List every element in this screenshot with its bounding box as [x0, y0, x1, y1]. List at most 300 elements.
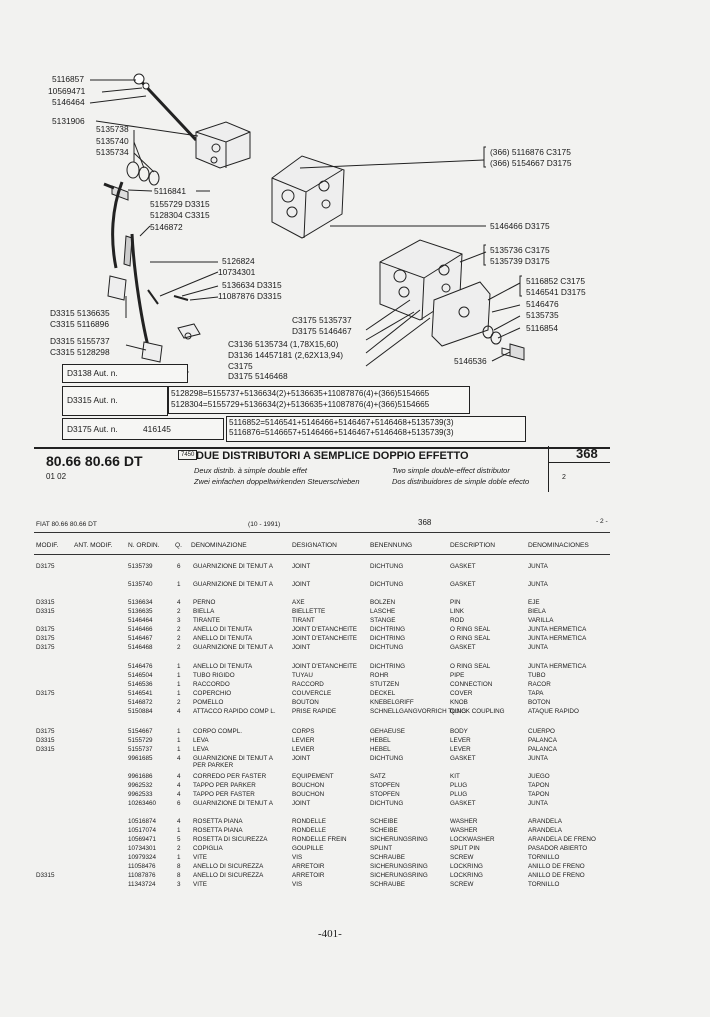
formula-box [226, 416, 526, 442]
description-cell: KIT [450, 773, 460, 780]
part-label: 5146466 D3175 [490, 221, 550, 231]
part-label: 11087876 D3315 [218, 291, 282, 301]
formula-line: 5128298=5155737+5136634(2)+5136635+11087876(4)+(366)5154665 [171, 389, 430, 398]
description-cell: O RING SEAL [450, 626, 491, 633]
benennung-cell: STOPFEN [370, 782, 400, 789]
denominazione-cell: VITE [193, 881, 207, 888]
part-label: 5135738 [96, 124, 129, 134]
model-name: 80.66 80.66 DT [46, 453, 143, 469]
part-label: 5146872 [150, 222, 183, 232]
description-cell: GASKET [450, 644, 476, 651]
part-label: 5135736 C3175 [490, 245, 550, 255]
designation-cell: GOUPILLE [292, 845, 324, 852]
designation-cell: JOINT [292, 581, 311, 588]
quantity-cell: 8 [177, 872, 181, 879]
part-number-cell: 10263460 [128, 800, 157, 807]
table-rule [34, 532, 610, 533]
part-label: 5116854 [526, 323, 558, 333]
part-label: 5116857 [52, 74, 84, 84]
part-label: D3315 5136635 [50, 308, 110, 318]
part-number-cell: 5146467 [128, 635, 153, 642]
part-label: 5116852 C3175 [526, 276, 585, 286]
quantity-cell: 4 [177, 708, 181, 715]
modif-cell: D3315 [36, 872, 55, 879]
quantity-cell: 1 [177, 746, 181, 753]
part-label: D3136 14457181 (2,62X13,94) [228, 350, 344, 360]
denominazione-cell: ATTACCO RAPIDO COMP L. [193, 708, 276, 715]
part-number-cell: 5146504 [128, 672, 153, 679]
modif-cell: D3175 [36, 563, 55, 570]
part-number-cell: 5146468 [128, 644, 153, 651]
col-q: Q. [175, 542, 182, 549]
description-cell: WASHER [450, 818, 478, 825]
quantity-cell: 2 [177, 608, 181, 615]
part-number-cell: 5146536 [128, 681, 153, 688]
title-en: Two simple double-effect distributor [392, 466, 510, 475]
denominacion-cell: EJE [528, 599, 540, 606]
benennung-cell: BOLZEN [370, 599, 396, 606]
description-cell: O RING SEAL [450, 635, 491, 642]
benennung-cell: SICHERUNGSRING [370, 863, 428, 870]
denominacion-cell: JUNTA [528, 563, 548, 570]
formula-line: 5116876=5146657+5146466+5146467+5146468+5135739(3) [229, 428, 454, 437]
part-number-cell: 5146872 [128, 699, 153, 706]
description-cell: LOCKRING [450, 863, 483, 870]
denominacion-cell: TUBO [528, 672, 546, 679]
part-label: 5128304 C3315 [150, 210, 210, 220]
table-row [0, 581, 710, 599]
description-cell: LOCKWASHER [450, 836, 495, 843]
part-number-cell: 9961685 [128, 755, 153, 762]
benennung-cell: SICHERUNGSRING [370, 836, 428, 843]
col-ordin: N. ORDIN. [128, 542, 160, 549]
header-divider [548, 446, 549, 492]
benennung-cell: KNEBELGRIFF [370, 699, 414, 706]
description-cell: SCREW [450, 881, 474, 888]
denominazione-cell: TAPPO PER FASTER [193, 791, 255, 798]
col-denominazione: DENOMINAZIONE [191, 542, 247, 549]
designation-cell: AXE [292, 599, 305, 606]
quantity-cell: 4 [177, 782, 181, 789]
part-number-cell: 5146476 [128, 663, 153, 670]
designation-cell: LEVIER [292, 737, 315, 744]
part-label: (366) 5154667 D3175 [490, 158, 572, 168]
benennung-cell: DICHTRING [370, 663, 405, 670]
part-number-cell: 9962532 [128, 782, 153, 789]
denominacion-cell: JUNTA HERMETICA [528, 663, 587, 670]
formula-box [168, 386, 470, 414]
designation-cell: TUYAU [292, 672, 313, 679]
designation-cell: BIELLETTE [292, 608, 326, 615]
aut-box [62, 418, 224, 440]
quantity-cell: 1 [177, 737, 181, 744]
denominazione-cell: ANELLO DI TENUTA [193, 663, 253, 670]
denominacion-cell: TAPA [528, 690, 544, 697]
denominacion-cell: ANILLO DE FRENO [528, 872, 585, 879]
page-number: -401- [318, 928, 342, 940]
table-row [0, 708, 710, 726]
table-model: FIAT 80.66 80.66 DT [36, 521, 97, 528]
denominacion-cell: BOTON [528, 699, 551, 706]
modif-cell: D3315 [36, 737, 55, 744]
modif-cell: D3175 [36, 690, 55, 697]
designation-cell: JOINT D'ETANCHEITE [292, 626, 357, 633]
quantity-cell: 1 [177, 728, 181, 735]
denominacion-cell: JUNTA [528, 800, 548, 807]
designation-cell: LEVIER [292, 746, 315, 753]
benennung-cell: DICHTUNG [370, 800, 404, 807]
quantity-cell: 1 [177, 854, 181, 861]
part-number-cell: 5146466 [128, 626, 153, 633]
col-modif: MODIF. [36, 542, 59, 549]
modif-cell: D3175 [36, 644, 55, 651]
part-number-cell: 5136634 [128, 599, 153, 606]
designation-cell: ARRETOIR [292, 863, 325, 870]
designation-cell: BOUTON [292, 699, 319, 706]
benennung-cell: SICHERUNGSRING [370, 872, 428, 879]
description-cell: LEVER [450, 746, 471, 753]
section-title: DUE DISTRIBUTORI A SEMPLICE DOPPIO EFFETTO [196, 450, 469, 462]
denominazione-cell: CORPO COMPL. [193, 728, 242, 735]
benennung-cell: DICHTRING [370, 635, 405, 642]
denominacion-cell: TORNILLO [528, 854, 560, 861]
denominazione-cell: ANELLO DI TENUTA [193, 626, 253, 633]
benennung-cell: SCHEIBE [370, 827, 398, 834]
col-ant-modif: ANT. MODIF. [74, 542, 113, 549]
part-number-cell: 9962533 [128, 791, 153, 798]
denominacion-cell: TORNILLO [528, 881, 560, 888]
part-label: 5146464 [52, 97, 85, 107]
denominazione-cell: PERNO [193, 599, 216, 606]
designation-cell: RACCORD [292, 681, 324, 688]
denominazione-cell: ANELLO DI SICUREZZA [193, 872, 264, 879]
part-label: 5146536 [454, 356, 487, 366]
benennung-cell: SPLINT [370, 845, 393, 852]
denominazione-cell: GUARNIZIONE DI TENUT A [193, 581, 273, 588]
part-label: 5135740 [96, 136, 129, 146]
designation-cell: COUVERCLE [292, 690, 332, 697]
description-cell: ROD [450, 617, 464, 624]
benennung-cell: STOPFEN [370, 791, 400, 798]
description-cell: PIPE [450, 672, 465, 679]
header-rule [34, 447, 610, 449]
designation-cell: VIS [292, 854, 303, 861]
part-number-cell: 10517074 [128, 827, 157, 834]
header-rule [548, 462, 610, 463]
description-cell: LOCKRING [450, 872, 483, 879]
denominazione-cell: ROSETTA PIANA [193, 818, 243, 825]
modif-cell: D3175 [36, 626, 55, 633]
description-cell: SPLIT PIN [450, 845, 480, 852]
modif-cell: D3315 [36, 599, 55, 606]
quantity-cell: 1 [177, 581, 181, 588]
part-label: (366) 5116876 C3175 [490, 147, 571, 157]
benennung-cell: SATZ [370, 773, 386, 780]
quantity-cell: 8 [177, 863, 181, 870]
part-label: 5146476 [526, 299, 559, 309]
denominacion-cell: PASADOR ABIERTO [528, 845, 588, 852]
part-number-cell: 11087876 [128, 872, 156, 879]
benennung-cell: DICHTUNG [370, 644, 404, 651]
benennung-cell: DICHTUNG [370, 755, 404, 762]
quantity-cell: 2 [177, 635, 181, 642]
denominacion-cell: TAPON [528, 791, 550, 798]
part-label: C3315 5128298 [50, 347, 110, 357]
part-number-cell: 5135740 [128, 581, 153, 588]
table-date: (10 - 1991) [248, 521, 281, 528]
part-label: D3175 5146467 [292, 326, 352, 336]
table-row [0, 755, 710, 773]
denominazione-cell: TAPPO PER PARKER [193, 782, 256, 789]
description-cell: CONNECTION [450, 681, 493, 688]
part-label: 5116841 [154, 186, 186, 196]
description-cell: LEVER [450, 737, 471, 744]
part-number-cell: 11343724 [128, 881, 156, 888]
table-row [0, 881, 710, 899]
denominazione-cell: TUBO RIGIDO [193, 672, 235, 679]
denominazione-cell: ANELLO DI TENUTA [193, 635, 253, 642]
benennung-cell: GEHAEUSE [370, 728, 405, 735]
designation-cell: JOINT [292, 563, 311, 570]
description-cell: PIN [450, 599, 461, 606]
designation-cell: CORPS [292, 728, 315, 735]
denominacion-cell: JUNTA [528, 644, 548, 651]
quantity-cell: 3 [177, 617, 181, 624]
benennung-cell: DICHTRING [370, 626, 405, 633]
description-cell: KNOB [450, 699, 468, 706]
part-label: 5146541 D3175 [526, 287, 586, 297]
part-label: 5126824 [222, 256, 255, 266]
denominazione-cell: GUARNIZIONE DI TENUT A [193, 563, 273, 570]
denominacion-cell: JUNTA [528, 581, 548, 588]
description-cell: WASHER [450, 827, 478, 834]
sheet-number: 2 [562, 474, 566, 481]
quantity-cell: 1 [177, 672, 181, 679]
quantity-cell: 2 [177, 626, 181, 633]
benennung-cell: STANGE [370, 617, 396, 624]
quantity-cell: 2 [177, 845, 181, 852]
designation-cell: JOINT D'ETANCHEITE [292, 663, 357, 670]
title-fr: Deux distrib. à simple double effet [194, 466, 307, 475]
part-number-cell: 5135739 [128, 563, 153, 570]
benennung-cell: SCHRAUBE [370, 881, 405, 888]
denominacion-cell: ARANDELA DE FRENO [528, 836, 596, 843]
aut-box [62, 364, 188, 383]
part-number-cell: 5155729 [128, 737, 153, 744]
table-row [0, 563, 710, 581]
designation-cell: BOUCHON [292, 782, 325, 789]
denominazione-cell: BIELLA [193, 608, 215, 615]
denominazione-cell: ANELLO DI SICUREZZA [193, 863, 264, 870]
denominazione-cell: VITE [193, 854, 207, 861]
description-cell: PLUG [450, 791, 468, 798]
part-number-cell: 9961686 [128, 773, 153, 780]
designation-cell: BOUCHON [292, 791, 325, 798]
part-label: 5131906 [52, 116, 85, 126]
description-cell: SCREW [450, 854, 474, 861]
description-cell: BODY [450, 728, 468, 735]
quantity-cell: 2 [177, 644, 181, 651]
part-number-cell: 10979324 [128, 854, 157, 861]
part-label: C3175 [228, 361, 253, 371]
denominazione-cell: GUARNIZIONE DI TENUT A PER PARKER [193, 755, 273, 770]
quantity-cell: 1 [177, 827, 181, 834]
description-cell: LINK [450, 608, 464, 615]
denominazione-cell: GUARNIZIONE DI TENUT A [193, 644, 273, 651]
benennung-cell: HEBEL [370, 746, 391, 753]
benennung-cell: HEBEL [370, 737, 391, 744]
part-label: D3315 5155737 [50, 336, 110, 346]
table-sheet: - 2 - [596, 518, 608, 525]
quantity-cell: 1 [177, 690, 181, 697]
title-es: Dos distribuidores de simple doble efecto [392, 477, 530, 486]
quantity-cell: 4 [177, 791, 181, 798]
section-code: 7450 [178, 450, 197, 460]
part-number-cell: 5154667 [128, 728, 153, 735]
part-label: 5136634 D3315 [222, 280, 282, 290]
quantity-cell: 4 [177, 773, 181, 780]
denominacion-cell: PALANCA [528, 746, 557, 753]
designation-cell: JOINT [292, 800, 311, 807]
aut-box [62, 386, 168, 416]
part-label: D3175 5146468 [228, 371, 288, 381]
designation-cell: RONDELLE FREIN [292, 836, 347, 843]
aut-label: D3175 Aut. n. [67, 424, 118, 434]
quantity-cell: 6 [177, 800, 181, 807]
part-number-cell: 11058476 [128, 863, 156, 870]
denominazione-cell: COPIGLIA [193, 845, 223, 852]
denominacion-cell: JUNTA HERMETICA [528, 635, 587, 642]
part-label: 5135734 [96, 147, 129, 157]
part-number-cell: 5146541 [128, 690, 153, 697]
denominazione-cell: TIRANTE [193, 617, 220, 624]
denominacion-cell: ANILLO DE FRENO [528, 863, 585, 870]
part-number-cell: 5146464 [128, 617, 153, 624]
part-label: 10734301 [218, 267, 256, 277]
part-label: 5155729 D3315 [150, 199, 210, 209]
denominazione-cell: ROSETTA PIANA [193, 827, 243, 834]
part-number-cell: 10734301 [128, 845, 157, 852]
modif-cell: D3175 [36, 635, 55, 642]
part-label: 10569471 [48, 86, 86, 96]
col-description: DESCRIPTION [450, 542, 496, 549]
aut-number: 416145 [143, 424, 171, 434]
denominazione-cell: LEVA [193, 746, 209, 753]
part-label: 5135739 D3175 [490, 256, 550, 266]
benennung-cell: DECKEL [370, 690, 396, 697]
denominacion-cell: ATAQUE RAPIDO [528, 708, 579, 715]
description-cell: GASKET [450, 581, 476, 588]
description-cell: PLUG [450, 782, 468, 789]
part-number-cell: 10569471 [128, 836, 157, 843]
benennung-cell: ROHR [370, 672, 389, 679]
quantity-cell: 1 [177, 681, 181, 688]
denominacion-cell: CUERPO [528, 728, 555, 735]
benennung-cell: SCHEIBE [370, 818, 398, 825]
denominazione-cell: RACCORDO [193, 681, 230, 688]
modif-cell: D3175 [36, 728, 55, 735]
title-de: Zwei einfachen doppeltwirkenden Steuerschieben [194, 477, 360, 486]
denominacion-cell: PALANCA [528, 737, 557, 744]
col-designation: DESIGNATION [292, 542, 337, 549]
quantity-cell: 3 [177, 881, 181, 888]
designation-cell: ARRETOIR [292, 872, 325, 879]
denominazione-cell: LEVA [193, 737, 209, 744]
table-rule [34, 554, 610, 555]
benennung-cell: SCHNELLGANGVORRICH TUNG [370, 708, 467, 715]
table-header [0, 542, 710, 552]
table-row [0, 800, 710, 818]
denominazione-cell: CORREDO PER FASTER [193, 773, 267, 780]
part-number-cell: 10516874 [128, 818, 157, 825]
formula-line: 5116852=5146541+5146466+5146467+5146468+5135739(3) [229, 418, 454, 427]
designation-cell: JOINT [292, 644, 311, 651]
part-label: C3175 5135737 [292, 315, 352, 325]
denominacion-cell: JUNTA HERMETICA [528, 626, 587, 633]
designation-cell: RONDELLE [292, 827, 326, 834]
quantity-cell: 2 [177, 699, 181, 706]
part-label: C3136 5135734 (1,78X15,60) [228, 339, 339, 349]
page-ref: 368 [576, 446, 598, 461]
table-page: 368 [418, 518, 432, 527]
denominacion-cell: RACOR [528, 681, 551, 688]
designation-cell: VIS [292, 881, 303, 888]
benennung-cell: STUTZEN [370, 681, 400, 688]
description-cell: GASKET [450, 800, 476, 807]
denominacion-cell: BIELA [528, 608, 546, 615]
designation-cell: JOINT [292, 755, 311, 762]
quantity-cell: 1 [177, 663, 181, 670]
quantity-cell: 6 [177, 563, 181, 570]
description-cell: QUICK COUPLING [450, 708, 505, 715]
designation-cell: PRISE RAPIDE [292, 708, 337, 715]
denominazione-cell: POMELLO [193, 699, 224, 706]
aut-label: D3138 Aut. n. [67, 368, 118, 378]
modif-cell: D3315 [36, 608, 55, 615]
description-cell: GASKET [450, 755, 476, 762]
benennung-cell: SCHRAUBE [370, 854, 405, 861]
description-cell: GASKET [450, 563, 476, 570]
part-number-cell: 5150884 [128, 708, 153, 715]
denominazione-cell: ROSETTA DI SICUREZZA [193, 836, 268, 843]
designation-cell: EQUIPEMENT [292, 773, 334, 780]
denominazione-cell: COPERCHIO [193, 690, 232, 697]
denominacion-cell: TAPON [528, 782, 550, 789]
part-label: C3315 5116896 [50, 319, 109, 329]
col-denominaciones: DENOMINACIONES [528, 542, 589, 549]
denominazione-cell: GUARNIZIONE DI TENUT A [193, 800, 273, 807]
quantity-cell: 5 [177, 836, 181, 843]
denominacion-cell: VARILLA [528, 617, 554, 624]
designation-cell: RONDELLE [292, 818, 326, 825]
denominacion-cell: ARANDELA [528, 818, 562, 825]
designation-cell: TIRANT [292, 617, 315, 624]
model-sub: 01 02 [46, 472, 67, 481]
part-label: 5135735 [526, 310, 559, 320]
col-benennung: BENENNUNG [370, 542, 413, 549]
benennung-cell: LASCHE [370, 608, 396, 615]
quantity-cell: 4 [177, 599, 181, 606]
part-number-cell: 5155737 [128, 746, 153, 753]
quantity-cell: 4 [177, 755, 181, 762]
aut-label: D3315 Aut. n. [67, 395, 118, 405]
part-number-cell: 5136635 [128, 608, 153, 615]
designation-cell: JOINT D'ETANCHEITE [292, 635, 357, 642]
denominacion-cell: ARANDELA [528, 827, 562, 834]
quantity-cell: 4 [177, 818, 181, 825]
description-cell: O RING SEAL [450, 663, 491, 670]
denominacion-cell: JUEGO [528, 773, 550, 780]
